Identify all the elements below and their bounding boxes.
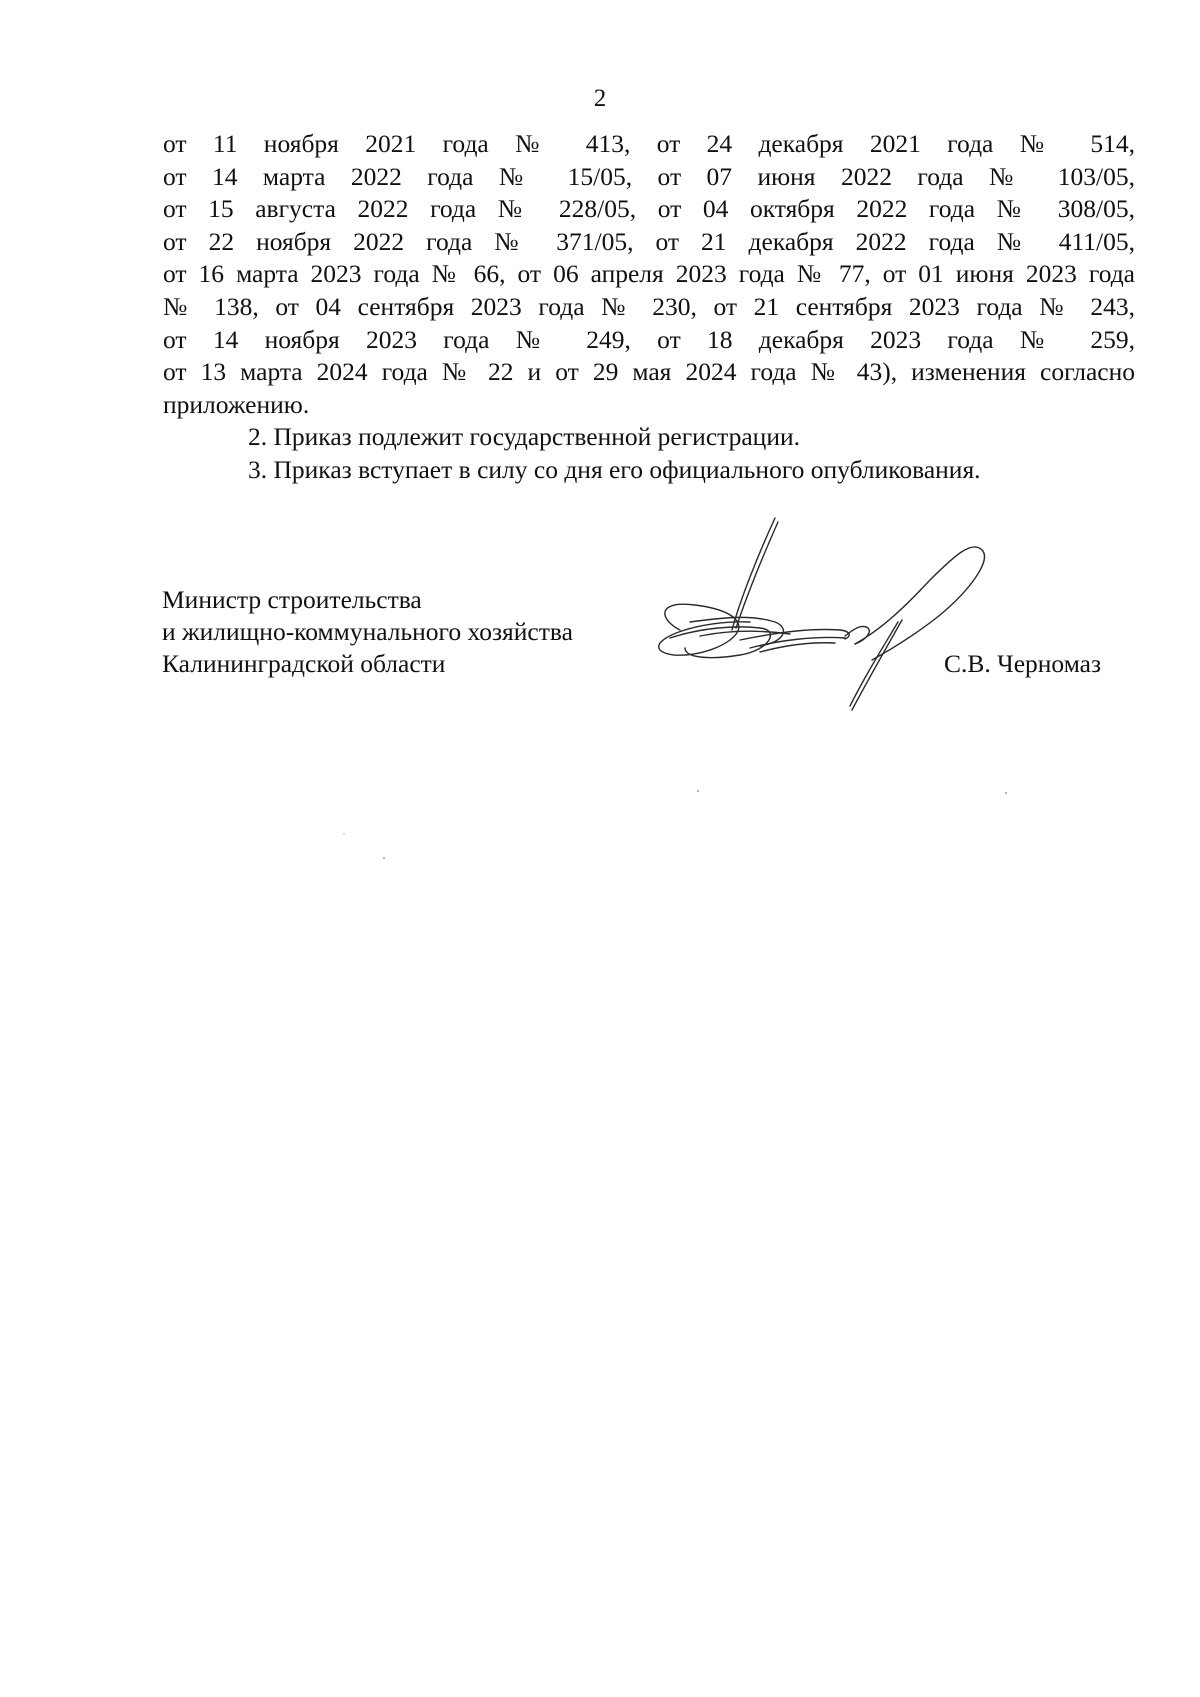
scan-speck — [383, 857, 385, 859]
body-line: № 138, от 04 сентября 2023 года № 230, от 21 сентября 2023 года № 243, — [163, 291, 1135, 321]
body-line: от 11 ноября 2021 года № 413, от 24 декабря 2021 года № 514, — [163, 129, 1135, 158]
body-line: от 14 марта 2022 года № 15/05, от 07 июня 2022 года № 103/05, — [163, 161, 1135, 191]
signer-title-line: Министр строительства — [162, 585, 422, 614]
signer-title-line: и жилищно-коммунального хозяйства — [162, 617, 573, 646]
signer-title — [162, 584, 573, 680]
paragraph-registration: 2. Приказ подлежит государственной регистрации. — [248, 422, 800, 452]
body-line: от 14 ноября 2023 года № 249, от 18 декабря 2023 года № 259, — [163, 324, 1135, 354]
body-line: от 16 марта 2023 года № 66, от 06 апреля 2023 года № 77, от 01 июня 2023 года — [163, 259, 1135, 289]
page-number: 2 — [593, 85, 607, 112]
signer-name: С.В. Черномаз — [944, 649, 1102, 678]
body-text — [163, 128, 1135, 487]
handwritten-signature-icon — [640, 510, 1020, 720]
signer-title-line: Калининградской области — [162, 649, 446, 678]
body-line: от 13 марта 2024 года № 22 и от 29 мая 2024 года № 43), изменения согласно — [163, 357, 1135, 387]
paragraph-entry-into-force: 3. Приказ вступает в силу со дня его официального опубликования. — [248, 454, 981, 484]
scan-speck — [343, 833, 345, 835]
scan-speck — [697, 790, 699, 792]
scan-speck — [1005, 792, 1007, 794]
body-line: от 15 августа 2022 года № 228/05, от 04 октября 2022 года № 308/05, — [163, 194, 1135, 224]
body-line: от 22 ноября 2022 года № 371/05, от 21 декабря 2022 года № 411/05, — [163, 226, 1135, 256]
body-line: приложению. — [163, 389, 310, 419]
